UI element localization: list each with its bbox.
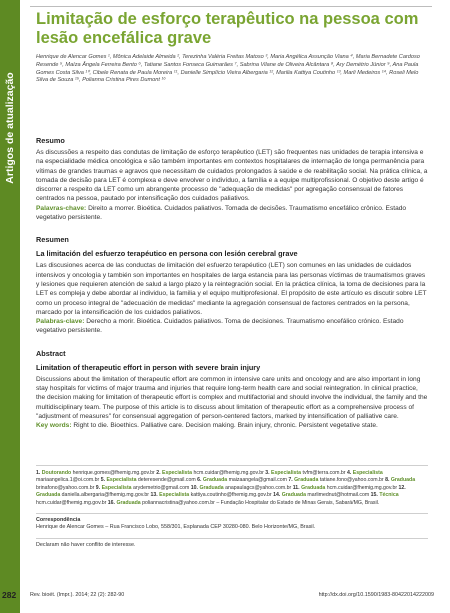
conflict-declaration: Declaram não haver conflito de interesse. — [36, 541, 136, 548]
footnote-email[interactable]: hcm.cuidar@fhemig.mg.gov.br — [193, 469, 264, 476]
footnote-number: 12. — [398, 484, 406, 491]
correspondence-heading: Correspondência — [36, 516, 81, 523]
footnotes — [36, 470, 428, 508]
resumen-heading: Resumen — [36, 235, 69, 245]
footnote-number: 16. — [107, 499, 115, 506]
article-content — [36, 10, 428, 549]
footnote-role: Especialista — [162, 469, 193, 476]
footnote-email[interactable]: poliannacristina@yahoo.com.br — [142, 499, 215, 506]
footnote-email[interactable]: tvfm@terra.com.br — [302, 469, 346, 476]
footnote-number: 15. — [370, 492, 378, 499]
abstract-keywords-text: Right to die. Bioethics. Palliative care. Decision making. Brain injury, chronic. Persistent vegetative state. — [73, 422, 378, 430]
abstract-heading: Abstract — [36, 348, 66, 358]
resumo-heading: Resumo — [36, 136, 65, 145]
footnote-role: Graduada — [294, 477, 319, 484]
footnote-divider — [36, 465, 428, 466]
correspondence — [36, 517, 428, 532]
resumo-keywords — [36, 204, 428, 223]
footnote-role: Técnica — [379, 492, 399, 499]
footnote-email[interactable]: anapaulagcs@yahoo.com.br — [225, 484, 292, 491]
footnote-number: 14. — [273, 492, 281, 499]
footnote-item — [197, 477, 288, 483]
footnote-email[interactable]: maizaangela@gmail.com — [228, 477, 287, 484]
resumen-keywords-label: Palabras-clave: — [36, 318, 85, 326]
footnote-role: Doutorando — [41, 469, 72, 476]
footnote-number: 8. — [385, 477, 390, 484]
footnote-number: 2. — [156, 469, 161, 476]
declaration-divider — [36, 538, 428, 539]
footnote-email[interactable]: kattiya.coutinho@fhemig.mg.gov.br — [190, 492, 272, 499]
footnote-role: Especialista — [352, 469, 383, 476]
correspondence-divider — [36, 513, 428, 514]
footnote-item — [265, 470, 347, 476]
resumen-keywords — [36, 317, 428, 336]
correspondence-text: Henrique de Alencar Gomes – Rua Francisco Lobo, 558/301, Esplanada CEP 30280-080. Belo Horizonte/MG, Brasil. — [36, 524, 316, 531]
abstract-keywords-label: Key words: — [36, 422, 72, 430]
footnote-item — [288, 477, 385, 483]
footnote-item — [191, 485, 293, 491]
footnotes-affiliation: – Fundação Hospitalar do Estado de Minas Gerais, Sabará/MG, Brasil. — [216, 499, 380, 506]
footnote-number: 4. — [346, 469, 352, 476]
footnote-email[interactable]: hcm.cuidar@fhemig.mg.gov.br — [36, 499, 107, 506]
footnote-item — [101, 477, 197, 483]
footnote-role: Graduada — [116, 499, 141, 506]
footnote-role: Graduada — [36, 492, 61, 499]
footnote-role: Especialista — [101, 484, 132, 491]
footnote-email[interactable]: hcm.cuidar@fhemig.mg.gov.br — [326, 484, 398, 491]
resumo-section — [36, 136, 428, 222]
resumen-subtitle: La limitación del esfuerzo terapéutico en persona con lesión cerebral grave — [36, 249, 298, 259]
footnote-number: 9. — [95, 484, 101, 491]
resumo-keywords-text: Direito a morrer. Bioética. Cuidados paliativos. Tomada de decisões. Traumatismo encefálico crônico. Estado vegetativo persistente. — [36, 204, 407, 222]
section-sidebar — [0, 0, 20, 613]
footnote-item — [96, 485, 191, 491]
resumen-section — [36, 235, 428, 335]
top-divider — [30, 6, 432, 7]
resumo-text: As discussões a respeito das condutas de limitação de esforço terapêutico (LET) são frequentes nas unidades de terapia intensiva e na especialidade médica oncológica e são também importantes em contextos hospitalares de internação de longa permanência para vítimas de grandes traumas e agravos que necessitam de cuidados prolongados à saúde e de reabilitação social. Na prática clínica, a tomada de decisão para LET é complexa e deve envolver o indivíduo, a família e a equipe multiprofissional. O objetivo deste artigo é discorrer a respeito da LET como um abrangente processo de "adequação de medidas" por agregação consensual de fatores centrados na pessoa, pautado por intensificação dos cuidados paliativos. — [36, 149, 428, 203]
footnote-role: Especialista — [106, 477, 137, 484]
footnote-email[interactable]: daniella.albergaria@fhemig.mg.gov.br — [61, 492, 150, 499]
footnote-email[interactable]: marlimednut@hotmail.com — [307, 492, 370, 499]
footnote-item — [150, 492, 273, 498]
footnote-role: Graduada — [301, 484, 326, 491]
doi-link[interactable]: http://dx.doi.org/10.1590/1983-80422014222009 — [318, 592, 434, 598]
resumo-keywords-label: Palavras-chave: — [36, 204, 87, 212]
resumen-text: Las discusiones acerca de las conductas de limitación del esfuerzo terapéutico (LET) son comunes en las unidades de cuidados intensivos y oncología y también son importantes en hospitales de larga estancia para las personas víctimas de traumatismos graves y lesiones que requieren atención de salud a largo plazo y la reintegración social. En la práctica clínica, la toma de decisiones para la LET es compleja y debe abordar al individuo, la familia y el equipo multiprofesional. El propósito de este artículo es discutir sobre LET como un proceso integral de "adecuación de medidas" mediante la agregación consensual de factores centrados en la persona, marcado por la intensificación de los cuidados paliativos. — [36, 262, 427, 316]
footnote-email[interactable]: arydemetrio@gmail.com — [133, 484, 190, 491]
footnote-role: Graduada — [390, 477, 416, 484]
footnote-number: 13. — [150, 492, 158, 499]
footnote-role: Graduada — [202, 477, 228, 484]
footnote-item — [108, 500, 217, 506]
footnote-number: 11. — [292, 484, 300, 491]
footnote-item — [156, 470, 265, 476]
footnote-number: 5. — [100, 477, 106, 484]
footnote-role: Especialista — [159, 492, 190, 499]
page-number: 282 — [2, 590, 17, 600]
footnote-role: Especialista — [271, 469, 302, 476]
journal-citation: Rev. bioét. (Impr.). 2014; 22 (2): 282-90 — [30, 592, 125, 598]
abstract-keywords — [36, 421, 428, 430]
article-title: Limitação de esforço terapêutico na pessoa com lesão encefálica grave — [36, 10, 419, 47]
footnote-email[interactable]: mariaangelica.1@oi.com.br — [36, 477, 100, 484]
footnote-number: 1. — [36, 469, 41, 476]
abstract-subtitle: Limitation of therapeutic effort in person with severe brain injury — [36, 362, 261, 372]
footnote-item — [293, 485, 399, 491]
resumen-keywords-text: Derecho a morir. Bioética. Cuidados paliativos. Toma de decisiones. Traumatismo encefálico crónico. Estado vegetativo persistente. — [36, 318, 404, 335]
footnote-role: Graduada — [199, 484, 224, 491]
page-footer — [0, 589, 434, 603]
footnote-item — [36, 470, 156, 476]
footnote-email[interactable]: brinafono@yahoo.com.br — [36, 484, 95, 491]
footnote-email[interactable]: deteresende@gmail.com — [137, 477, 196, 484]
author-list: Henrique de Alencar Gomes ¹, Mônica Adelaide Almeida ², Terezinha Valéria Freitas Matoso ³, Maria Angélica Assunção Viana ⁴, Maria Bernadete Cardoso Resende ⁵, Maíza Ângela Ferreira Bento ⁶, Tatiane Santos Fonseca Guimarães ⁷, Sabrina Vilane de Oliveira Alcântara ⁸, Ary Demétrio Júnior ⁹, Ana Paula Gomes Costa Silva ¹⁰, Cibele Renata de Paula Moreira ¹¹, Danielle Simplício Vieira Albergaria ¹², Marilia Kattiya Coutinho ¹³, Marli Medeiros ¹⁴, Roseli Melo Silva de Souza ¹⁵, Polianna Cristina Pires Dumont ¹⁶ — [36, 54, 420, 84]
footnote-number: 10. — [190, 484, 198, 491]
footnote-number: 3. — [265, 469, 270, 476]
footnote-item — [273, 492, 371, 498]
abstract-text: Discussions about the limitation of therapeutic effort are common in intensive care units and oncology and are also important in long stay hospitals for victims of major trauma and injuries that require long-term health care and social reintegration. In clinical practice, the decision making for limitation of therapeutic effort is complex and multifactorial and should involve the individual, the family and the multidisciplinary team. The purpose of this article is to discuss about limitation of therapeutic effort as a comprehensive process of "adjustment of measures" for consensual aggregation of person-centered factors, marked by intensification of palliative care. — [36, 375, 428, 420]
abstract-section — [36, 349, 428, 431]
footnote-email[interactable]: tatiane.fono@yahoo.com.br — [319, 477, 384, 484]
section-label: Artigos de atualização — [4, 72, 16, 184]
footnote-number: 7. — [288, 477, 293, 484]
footnote-role: Graduada — [281, 492, 306, 499]
footnote-email[interactable]: henrique.gomes@fhemig.mg.gov.br — [72, 469, 155, 476]
footnote-number: 6. — [197, 477, 202, 484]
